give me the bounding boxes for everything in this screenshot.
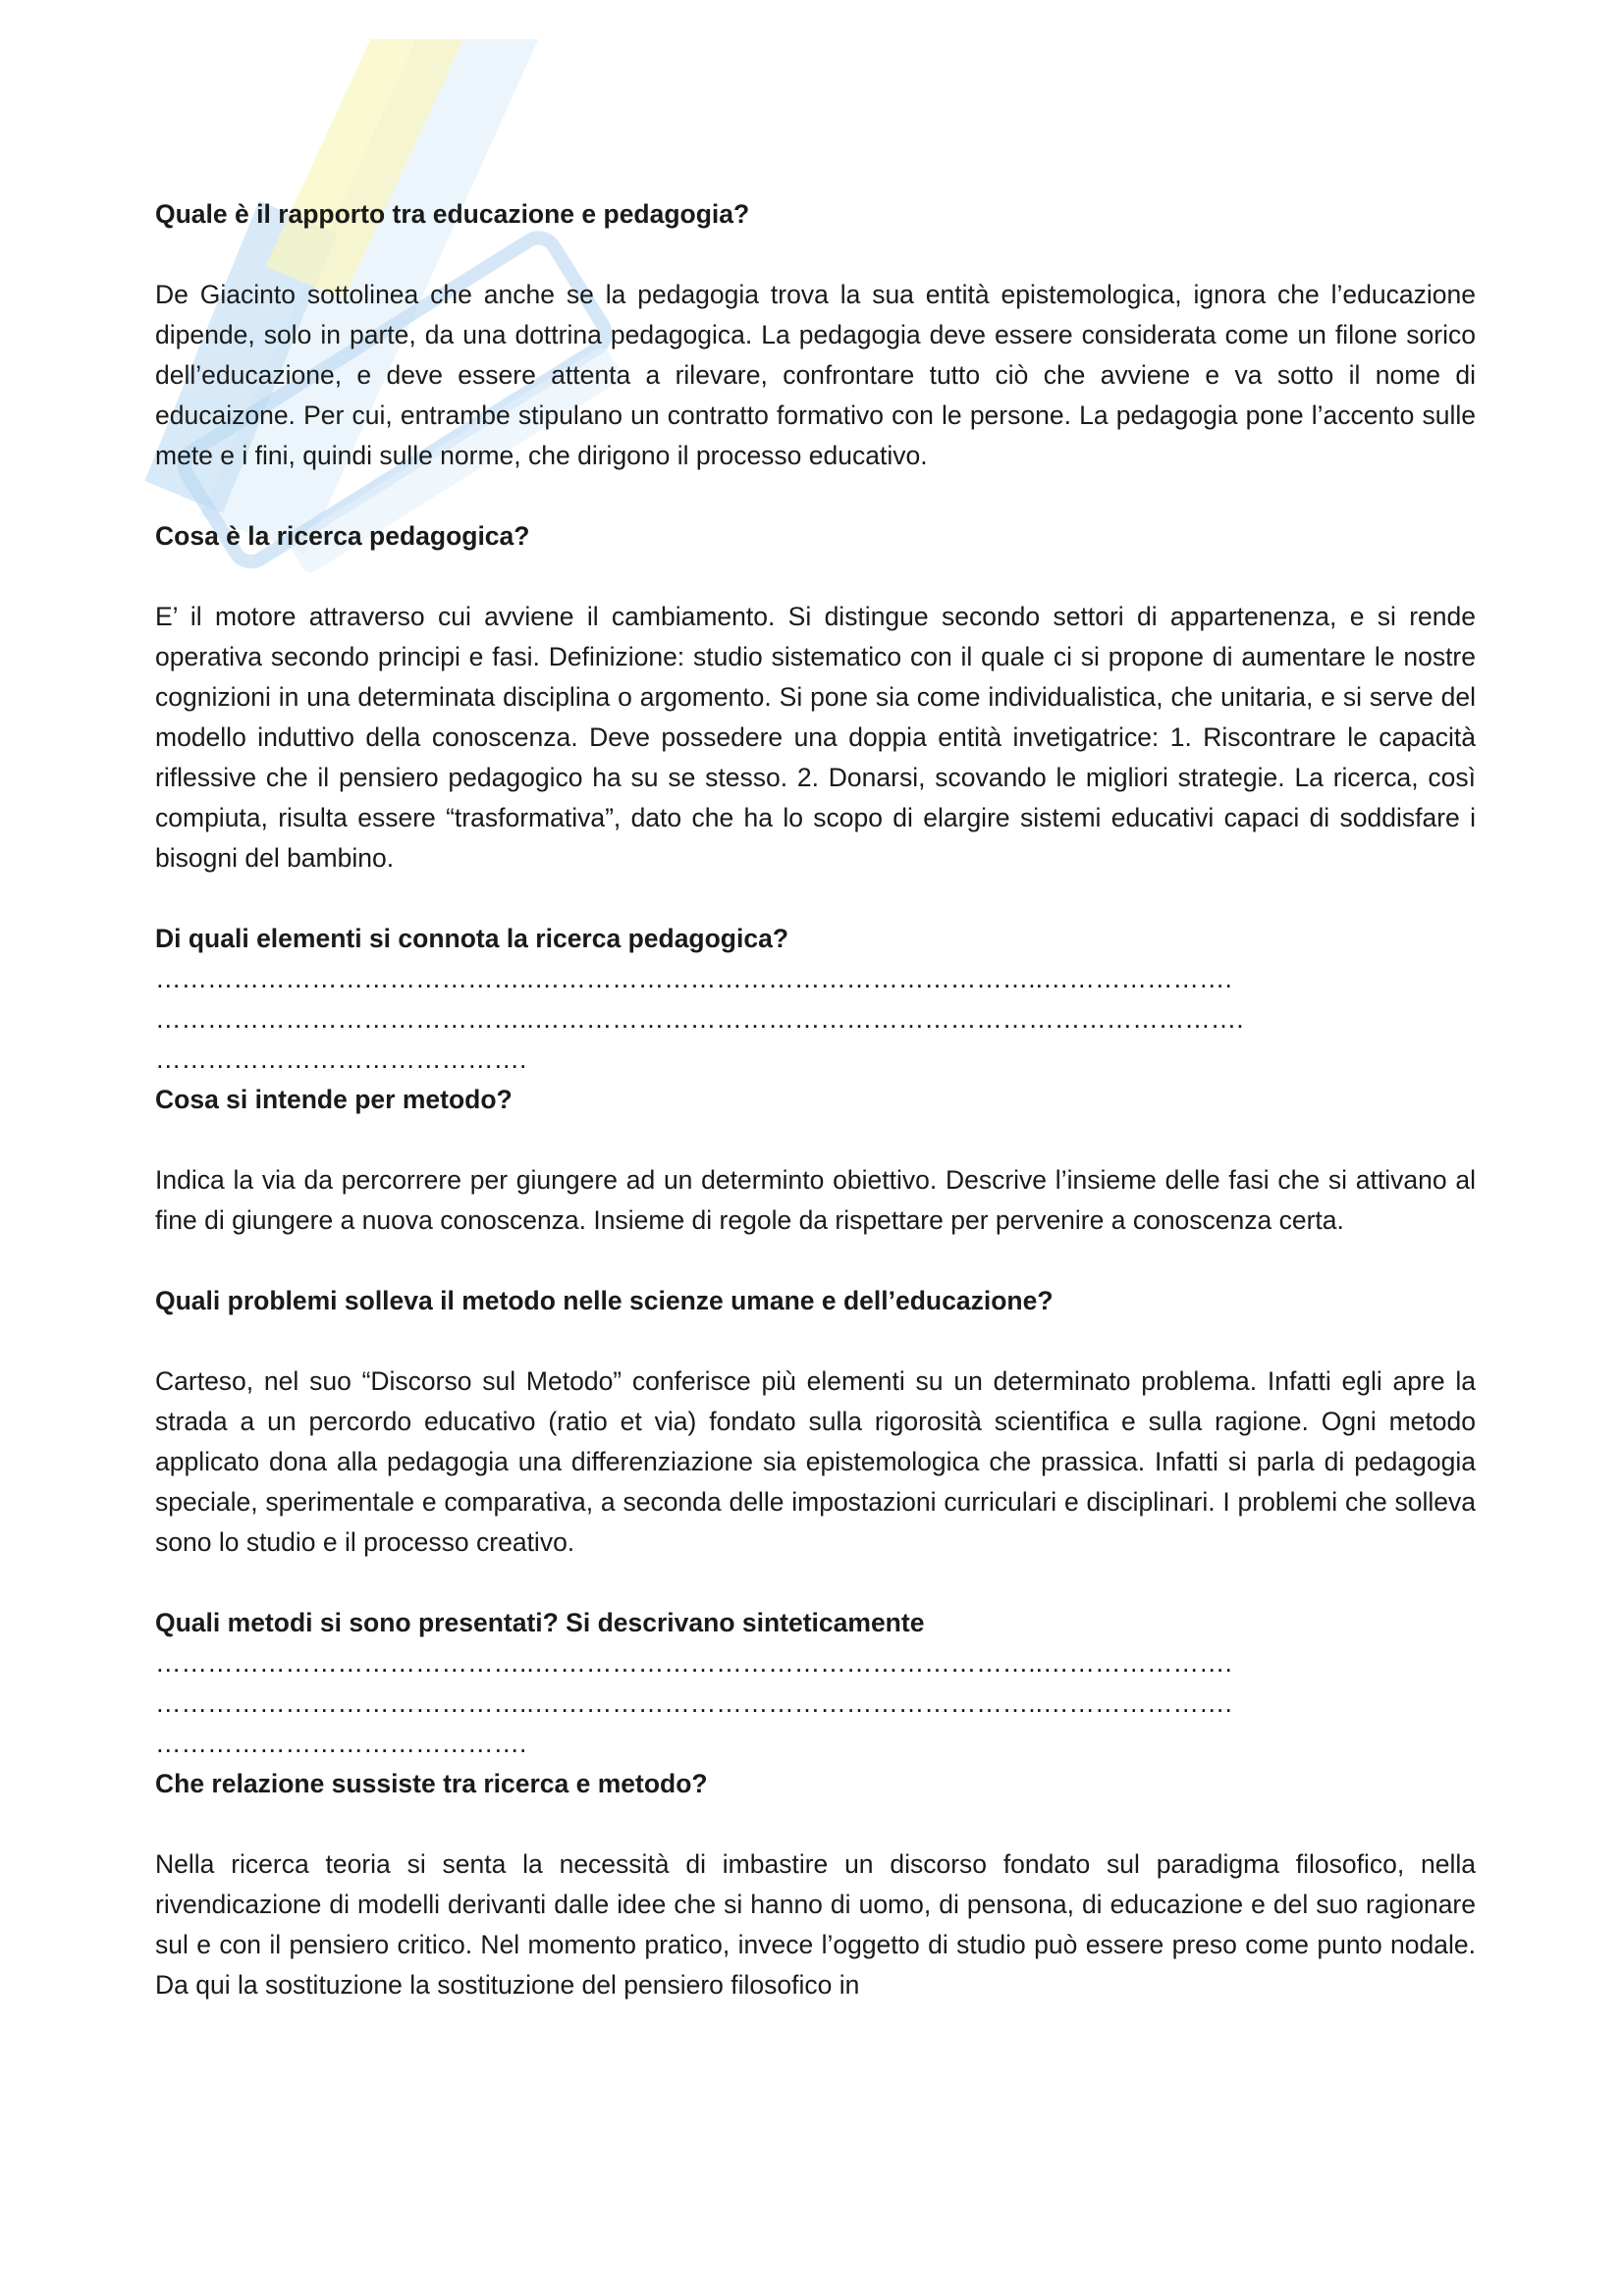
answer-blank-line: ……………………………………. xyxy=(155,1729,527,1758)
answer-paragraph: Nella ricerca teoria si senta la necessità di imbastire un discorso fondato sul paradigma filosofico, nella rivendicazione di modelli derivanti dalle idee che si hanno di uomo, di pensona, di educazione e del suo ragionare sul e con il pensiero critico. Nel momento pratico, invece l’oggetto di studio può essere preso come punto nodale. Da qui la sostituzione la sostituzione del pensiero filosofico in xyxy=(155,1849,1476,2000)
answer-blank-line: ……………………………………..………………………………………………………………………. xyxy=(155,1004,1244,1034)
answer-paragraph: Carteso, nel suo “Discorso sul Metodo” conferisce più elementi su un determinato problema. Infatti egli apre la strada a un percordo educativo (ratio et via) fondato sulla rigorosità scientifica e sulla ragione. Ogni metodo applicato dona alla pedagogia una differenziazione sia epistemologica che prassica. Infatti si parla di pedagogia speciale, sperimentale e comparativa, a seconda delle impostazioni curriculari e disciplinari. I problemi che solleva sono lo studio e il processo creativo. xyxy=(155,1366,1476,1557)
answer-blank-line: ……………………………………..…………………………………………………..…………………. xyxy=(155,964,1232,993)
question-heading: Quali metodi si sono presentati? Si descrivano sinteticamente xyxy=(155,1608,925,1637)
answer-blank-line: ……………………………………..…………………………………………………..…………………. xyxy=(155,1648,1232,1678)
answer-paragraph: Indica la via da percorrere per giungere ad un determinto obiettivo. Descrive l’insieme delle fasi che si attivano al fine di giungere a nuova conoscenza. Insieme di regole da rispettare per pervenire a conoscenza certa. xyxy=(155,1165,1476,1235)
answer-paragraph: De Giacinto sottolinea che anche se la pedagogia trova la sua entità epistemologica, ignora che l’educazione dipende, solo in parte, da una dottrina pedagogica. La pedagogia deve essere considerata come un filone sorico dell’educazione, e deve essere attenta a rilevare, confrontare tutto ciò che avviene e va sotto il nome di educaizone. Per cui, entrambe stipulano un contratto formativo con le persone. La pedagogia pone l’accento sulle mete e i fini, quindi sulle norme, che dirigono il processo educativo. xyxy=(155,280,1476,470)
answer-paragraph: E’ il motore attraverso cui avviene il cambiamento. Si distingue secondo settori di appartenenza, e si rende operativa secondo principi e fasi. Definizione: studio sistematico con il quale ci si propone di aumentare le nostre cognizioni in una determinata disciplina o argomento. Si pone sia come individualistica, che unitaria, e si serve del modello induttivo della conoscenza. Deve possedere una doppia entità invetigatrice: 1. Riscontrare le capacità riflessive che il pensiero pedagogico ha su se stesso. 2. Donarsi, scovando le migliori strategie. La ricerca, così compiuta, risulta essere “trasformativa”, dato che ha lo scopo di elargire sistemi educativi capaci di soddisfare i bisogni del bambino. xyxy=(155,602,1476,873)
answer-blank-line: ……………………………………..…………………………………………………..…………………. xyxy=(155,1688,1232,1718)
question-heading: Quale è il rapporto tra educazione e pedagogia? xyxy=(155,199,750,229)
question-heading: Cosa è la ricerca pedagogica? xyxy=(155,521,530,551)
question-heading: Di quali elementi si connota la ricerca pedagogica? xyxy=(155,924,789,953)
document-body xyxy=(155,194,1476,2005)
answer-blank-line: ……………………………………. xyxy=(155,1044,527,1074)
question-heading: Quali problemi solleva il metodo nelle scienze umane e dell’educazione? xyxy=(155,1286,1054,1315)
question-heading: Che relazione sussiste tra ricerca e metodo? xyxy=(155,1769,708,1798)
question-heading: Cosa si intende per metodo? xyxy=(155,1085,513,1114)
